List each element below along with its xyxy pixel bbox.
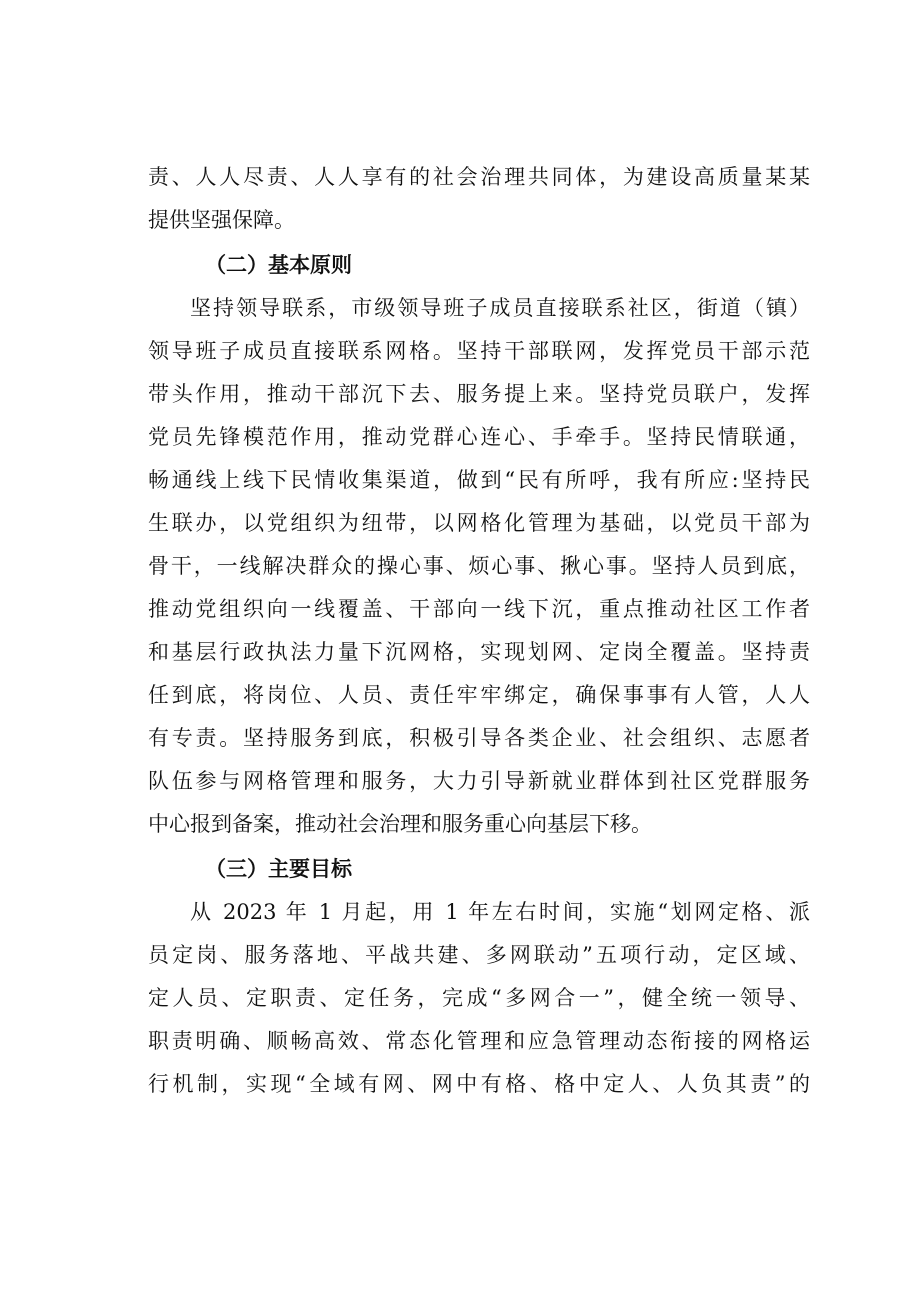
paragraph-line: 畅通线上线下民情收集渠道，做到“民有所呼，我有所应:坚持民 (148, 468, 810, 492)
paragraph-line: 队伍参与网格管理和服务，大力引导新就业群体到社区党群服务 (148, 769, 810, 793)
paragraph-line: 任到底，将岗位、人员、责任牢牢绑定，确保事事有人管，人人 (148, 683, 810, 707)
paragraph-line: 生联办，以党组织为纽带，以网格化管理为基础，以党员干部为 (148, 511, 810, 535)
paragraph-line: 有专责。坚持服务到底，积极引导各类企业、社会组织、志愿者 (148, 726, 810, 750)
paragraph-line: 从 2023 年 1 月起，用 1 年左右时间，实施“划网定格、派 (190, 900, 810, 924)
paragraph-line: 骨干，一线解决群众的操心事、烦心事、揪心事。坚持人员到底， (148, 554, 810, 578)
paragraph-line: 推动党组织向一线覆盖、干部向一线下沉，重点推动社区工作者 (148, 597, 810, 621)
section-heading-basic-principles: （二）基本原则 (205, 253, 352, 277)
paragraph-line: 提供坚强保障。 (148, 208, 295, 232)
paragraph-line: 领导班子成员直接联系网格。坚持干部联网，发挥党员干部示范 (148, 339, 810, 363)
paragraph-line: 坚持领导联系，市级领导班子成员直接联系社区，街道（镇） (190, 296, 810, 320)
paragraph-line: 行机制，实现“全域有网、网中有格、格中定人、人负其责”的 (148, 1072, 810, 1096)
paragraph-line: 带头作用，推动干部沉下去、服务提上来。坚持党员联户，发挥 (148, 382, 810, 406)
paragraph-line: 职责明确、顺畅高效、常态化管理和应急管理动态衔接的网格运 (148, 1029, 810, 1053)
section-heading-main-goals: （三）主要目标 (205, 857, 352, 881)
paragraph-line: 定人员、定职责、定任务，完成“多网合一”，健全统一领导、 (148, 986, 810, 1010)
paragraph-line: 党员先锋模范作用，推动党群心连心、手牵手。坚持民情联通， (148, 425, 810, 449)
paragraph-line: 员定岗、服务落地、平战共建、多网联动”五项行动，定区域、 (148, 943, 810, 967)
paragraph-line: 和基层行政执法力量下沉网格，实现划网、定岗全覆盖。坚持责 (148, 640, 810, 664)
paragraph-line: 责、人人尽责、人人享有的社会治理共同体，为建设高质量某某 (148, 165, 810, 189)
paragraph-line: 中心报到备案，推动社会治理和服务重心向基层下移。 (148, 812, 652, 836)
